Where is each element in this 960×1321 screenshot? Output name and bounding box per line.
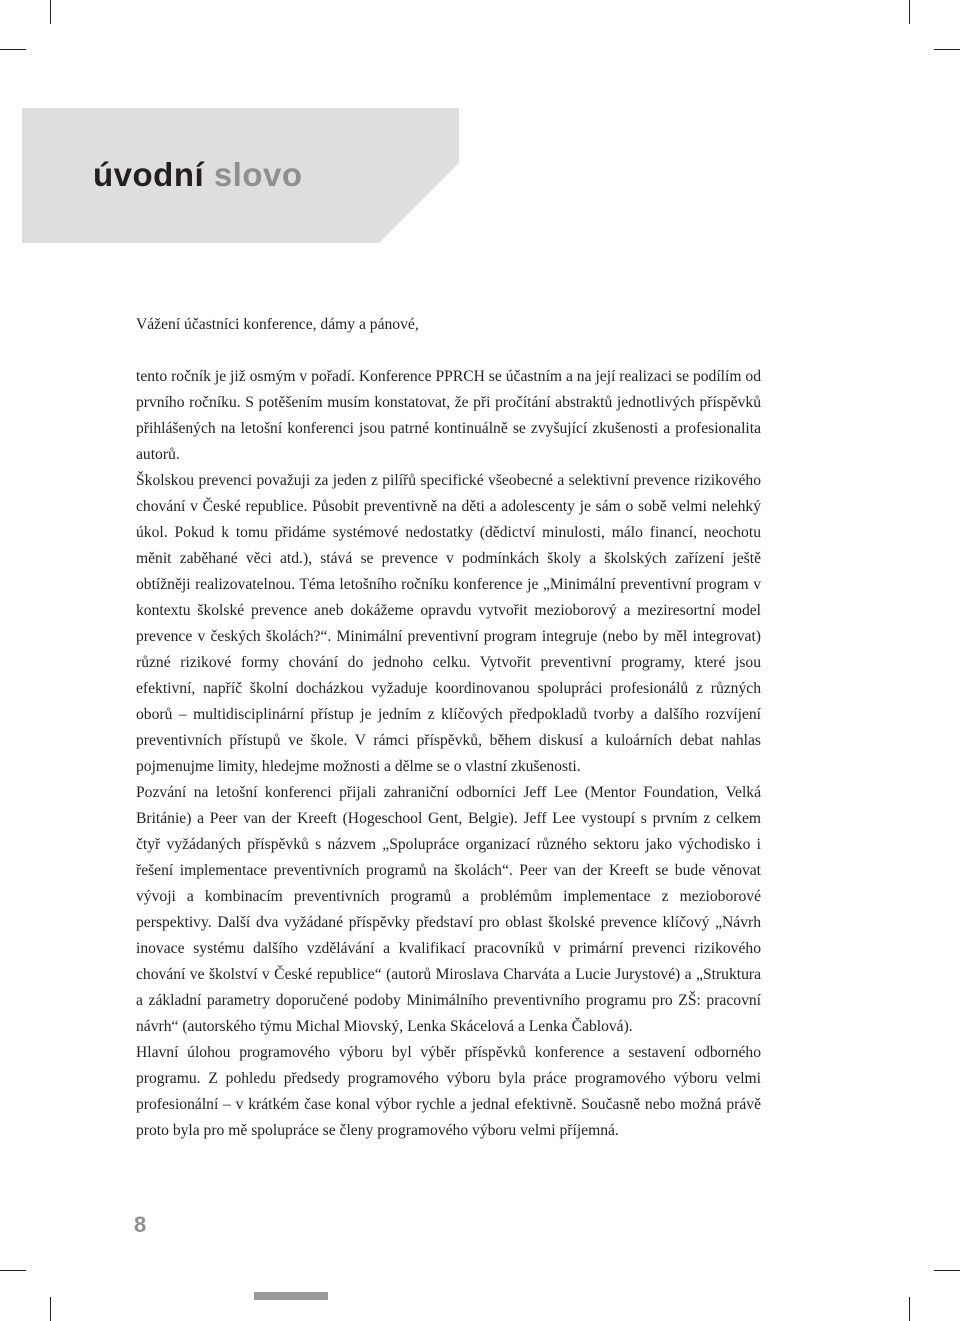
page-title xyxy=(93,153,303,197)
page-title-word-1: úvodní xyxy=(93,156,205,193)
crop-mark-top-right xyxy=(909,0,910,24)
paragraph-school-prevention: Školskou prevenci považuji za jeden z pilířů specifické všeobecné a selektivní prevence rizikového chování v České republice. Působit preventivně na děti a adolescenty je sám o sobě velmi nelehký úkol. Pokud k tomu přidáme systémové nedostatky (dědictví minulosti, málo financí, neochotu měnit zaběhané věci atd.), stává se prevence v podmínkách školy a školských zařízení ještě obtížněji realizovatelnou. Téma letošního ročníku konference je „Minimální preventivní program v kontextu školské prevence aneb dokážeme opravdu vytvořit mezioborový a meziresortní model prevence v českých školách?“. Minimální preventivní program integruje (nebo by měl integrovat) různé rizikové formy chování do jednoho celku. Vytvořit preventivní programy, které jsou efektivní, napříč školní docházkou vyžaduje koordinovanou spolupráci profesionálů z různých oborů – multidisciplinární přístup je jedním z klíčových předpokladů tvorby a dalšího rozvíjení preventivních přístupů ve škole. V rámci příspěvků, během diskusí a kuloárních debat nahlas pojmenujme limity, hledejme možnosti a dělme se o vlastní zkušenosti. xyxy=(136,472,761,775)
page-title-word-2: slovo xyxy=(213,156,303,193)
salutation: Vážení účastníci konference, dámy a pánové, xyxy=(136,316,419,333)
paragraph-intro: tento ročník je již osmým v pořadí. Konference PPRCH se účastním a na její realizaci se podílím od prvního ročníku. S potěšením musím konstatovat, že při pročítání abstraktů jednotlivých příspěvků přihlášených na letošní konferenci jsou patrné kontinuálně se zvyšující zkušenosti a profesionalita autorů. xyxy=(136,368,761,463)
paragraph-program-committee: Hlavní úlohou programového výboru byl výběr příspěvků konference a sestavení odborného programu. Z pohledu předsedy programového výboru byla práce programového výboru velmi profesionální – v krátkém čase konal výbor rychle a jednal efektivně. Současně nebo možná právě proto byla pro mě spolupráce se členy programového výboru velmi příjemná. xyxy=(136,1044,761,1139)
page-number: 8 xyxy=(134,1212,147,1237)
crop-mark-right-upper xyxy=(934,49,960,50)
crop-mark-left-lower xyxy=(0,1270,26,1271)
crop-mark-top-left xyxy=(50,0,51,24)
crop-mark-bottom-left xyxy=(50,1297,51,1321)
paragraph-invited-speakers: Pozvání na letošní konferenci přijali zahraniční odborníci Jeff Lee (Mentor Foundation, Velká Británie) a Peer van der Kreeft (Hogeschool Gent, Belgie). Jeff Lee vystoupí s prvním z celkem čtyř vyžádaných příspěvků s názvem „Spolupráce organizací různého sektoru jako východisko i řešení implementace preventivních programů na školách“. Peer van der Kreeft se bude věnovat vývoji a kombinacím preventivních programů a problémům implementace z mezioborové perspektivy. Další dva vyžádané příspěvky představí pro oblast školské prevence klíčový „Návrh inovace systému dalšího vzdělávání a kvalifikací pracovníků v primární prevenci rizikového chování ve školství v České republice“ (autorů Miroslava Charváta a Lucie Jurystové) a „Struktura a základní parametry doporučené podoby Minimálního preventivního programu pro ZŠ: pracovní návrh“ (autorského týmu Michal Miovský, Lenka Skácelová a Lenka Čablová). xyxy=(136,784,761,1035)
crop-mark-left-upper xyxy=(0,49,26,50)
crop-mark-bottom-right xyxy=(909,1297,910,1321)
crop-mark-right-lower xyxy=(934,1270,960,1271)
footer-bar xyxy=(254,1292,328,1300)
article-body xyxy=(136,312,761,1144)
